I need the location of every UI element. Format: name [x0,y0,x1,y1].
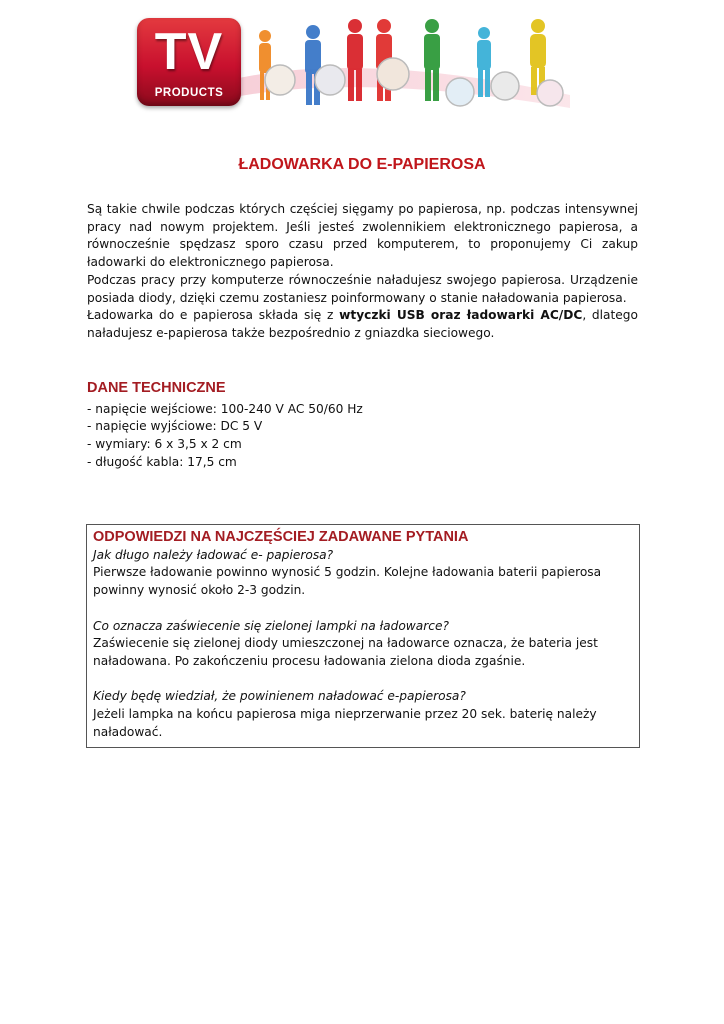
tech-item: - napięcie wejściowe: 100-240 V AC 50/60 Hz [87,401,363,416]
tech-heading: DANE TECHNICZNE [87,380,226,396]
logo-tv-text: TV [154,23,224,81]
intro-paragraph-2: Podczas pracy przy komputerze równocześnie naładujesz swojego papierosa. Urządzenie posiada diody, dzięki czemu zostaniesz poinformowany o stanie naładowania papierosa. [87,272,638,305]
faq-box [86,524,640,748]
faq-question: Co oznacza zaświecenie się zielonej lampki na ładowarce? [93,618,449,633]
faq-question: Jak długo należy ładować e- papierosa? [93,547,334,562]
silhouette-blue [305,25,321,105]
tech-list [87,401,638,472]
tech-item: - napięcie wyjściowe: DC 5 V [87,419,263,434]
faq-question: Kiedy będę wiedział, że powinienem naładować e-papierosa? [93,689,466,704]
intro-p3-after: , dlatego naładujesz e-papierosa także bezpośrednio z gniazdka sieciowego. [87,308,638,340]
intro-p3-before: Ładowarka do e papierosa składa się z [87,308,340,323]
faq-answer: Jeżeli lampka na końcu papierosa miga nieprzerwanie przez 20 sek. baterię należy naładować. [93,707,597,739]
logo-products-text: PRODUCTS [154,87,224,99]
technical-data-section [87,380,638,472]
intro-paragraph-1: Są takie chwile podczas których częściej sięgamy po papierosa, np. podczas intensywnej pracy nad nowym projektem. Jeśli jesteś zwolennikiem elektronicznego papierosa, a równocześnie spędzasz sporo czasu przed komputerem, to proponujemy Ci zakup ładowarki do elektronicznego papierosa. [87,202,638,270]
faq-answer: Zaświecenie się zielonej diody umieszczonej na ładowarce oznacza, że bateria jest naładowana. Po zakończeniu procesu ładowania zielona dioda zgaśnie. [93,636,598,668]
silhouette-red [347,19,363,101]
page-title: ŁADOWARKA DO E-PAPIEROSA [238,156,486,173]
tech-item: - długość kabla: 17,5 cm [87,454,237,469]
tech-item: - wymiary: 6 x 3,5 x 2 cm [87,437,242,452]
intro-text [87,201,638,343]
faq-heading: ODPOWIEDZI NA NAJCZĘŚCIEJ ZADAWANE PYTANIA [93,529,469,545]
tv-products-logo [137,18,241,106]
intro-p3-bold: wtyczki USB oraz ładowarki AC/DC [339,308,583,323]
faq-answer: Pierwsze ładowanie powinno wynosić 5 godzin. Kolejne ładowania baterii papierosa powinny wynosić około 2-3 godzin. [93,565,602,598]
intro-paragraph-3 [87,307,638,342]
